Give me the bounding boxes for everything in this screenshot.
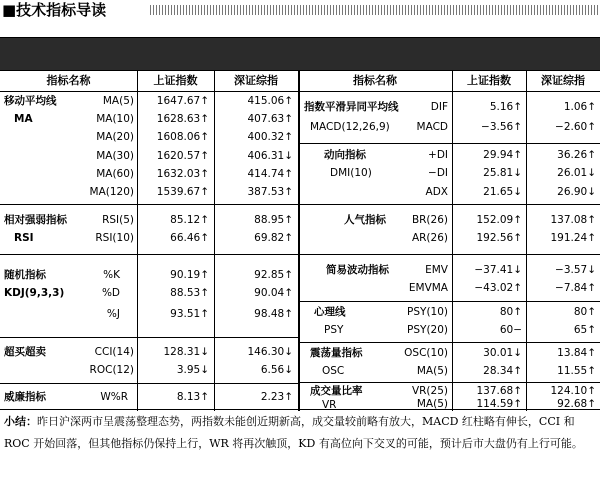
header-right-sh: 上证指数 — [467, 74, 511, 87]
osc-param: OSC(10) — [404, 347, 448, 359]
rsi-param: RSI(10) — [95, 232, 134, 244]
kdj-param: %J — [106, 308, 120, 320]
br-sh-value: 152.09↑ — [476, 214, 522, 226]
rsi-sz-value: 69.82↑ — [254, 232, 293, 244]
ma-sz-value: 406.31↓ — [247, 150, 293, 162]
dmi-param: +DI — [428, 149, 448, 161]
emv-param: EMVMA — [408, 282, 448, 294]
ma-sh-value: 1628.63↑ — [156, 113, 209, 125]
osc-sz-value: 11.55↑ — [557, 365, 596, 377]
macd-param: DIF — [430, 101, 448, 113]
psy-param: PSY(10) — [407, 306, 448, 318]
title-bar — [0, 0, 600, 20]
header-right-sz: 深证综指 — [541, 74, 585, 87]
col-divider-center — [298, 71, 300, 411]
psy-sz-value: 80↑ — [573, 306, 596, 318]
row-divider — [298, 254, 600, 255]
roc-param: CCI(14) — [94, 346, 134, 358]
ma-sh-value: 1647.67↑ — [156, 95, 209, 107]
header-left-sz: 深证综指 — [234, 74, 278, 87]
ma-param: MA(20) — [96, 131, 134, 143]
osc-abbr: OSC — [322, 365, 345, 377]
emv-param: EMV — [425, 264, 448, 276]
ma-sz-value: 415.06↑ — [247, 95, 293, 107]
kdj-sz-value: 92.85↑ — [254, 269, 293, 281]
ma-sh-value: 1539.67↑ — [156, 186, 209, 198]
roc-sz-value: 6.56↓ — [260, 364, 293, 376]
macd-sz-value: −2.60↑ — [555, 121, 596, 133]
dmi-abbr: DMI(10) — [330, 167, 372, 179]
dmi-sh-value: 25.81↓ — [483, 167, 522, 179]
wr-param: W%R — [100, 391, 128, 403]
vr-sz-value: 124.10↑ — [550, 385, 596, 397]
row-divider — [0, 254, 298, 255]
emv-sh-value: −37.41↓ — [474, 264, 522, 276]
psy-group-label: 心理线 — [314, 306, 346, 318]
br-param: AR(26) — [411, 232, 448, 244]
emv-sh-value: −43.02↑ — [474, 282, 522, 294]
kdj-param: %D — [101, 287, 120, 299]
kdj-sz-value: 90.04↑ — [254, 287, 293, 299]
vr-param: VR(25) — [411, 385, 448, 397]
rsi-sh-value: 85.12↑ — [170, 214, 209, 226]
ma-param: MA(5) — [102, 95, 134, 107]
row-divider — [0, 383, 298, 384]
osc-sh-value: 28.34↑ — [483, 365, 522, 377]
kdj-sh-value: 88.53↑ — [170, 287, 209, 299]
osc-param: MA(5) — [416, 365, 448, 377]
ma-sh-value: 1632.03↑ — [156, 168, 209, 180]
summary-paragraph — [4, 411, 596, 455]
psy-sh-value: 80↑ — [499, 306, 522, 318]
ma-sz-value: 414.74↑ — [247, 168, 293, 180]
roc-sz-value: 146.30↓ — [247, 346, 293, 358]
br-sz-value: 191.24↑ — [550, 232, 596, 244]
row-divider — [298, 342, 600, 343]
kdj-group-label: 随机指标 — [4, 269, 46, 281]
ma-sh-value: 1620.57↑ — [156, 150, 209, 162]
kdj-sh-value: 93.51↑ — [170, 308, 209, 320]
dmi-sh-value: 21.65↓ — [483, 186, 522, 198]
macd-sh-value: 5.16↑ — [489, 101, 522, 113]
vr-sz-value: 92.68↑ — [557, 398, 596, 410]
ma-group-label: 移动平均线 — [4, 95, 57, 107]
ma-abbr: MA — [14, 113, 33, 125]
roc-group-label: 超买超卖 — [4, 346, 46, 358]
wr-group-label: 威廉指标 — [4, 391, 46, 403]
dmi-group-label: 动向指标 — [324, 149, 366, 161]
kdj-sh-value: 90.19↑ — [170, 269, 209, 281]
macd-sz-value: 1.06↑ — [563, 101, 596, 113]
vr-param: MA(5) — [416, 398, 448, 410]
roc-sh-value: 3.95↓ — [176, 364, 209, 376]
summary-text: 昨日沪深两市呈震荡整理态势，两指数未能创近期新高，成交量较前略有放大，MACD 红柱略有伸长，CCI 和 ROC 开始回落，但其他指标仍保持上行，WR 将再次触顶，KD 有高位向下交叉的可能，预计后市大盘仍有上行可能。 — [4, 415, 583, 450]
dmi-param: −DI — [428, 167, 448, 179]
rsi-sz-value: 88.95↑ — [254, 214, 293, 226]
wr-sh-value: 8.13↑ — [176, 391, 209, 403]
osc-group-label: 震荡量指标 — [310, 347, 363, 359]
psy-abbr: PSY — [324, 324, 344, 336]
vr-group-label: 成交量比率 — [310, 385, 363, 397]
rsi-param: RSI(5) — [102, 214, 134, 226]
header-divider — [0, 91, 600, 92]
vr-abbr: VR — [322, 399, 337, 411]
ma-param: MA(10) — [96, 113, 134, 125]
row-divider — [0, 337, 298, 338]
dmi-sz-value: 26.01↓ — [557, 167, 596, 179]
emv-sz-value: −3.57↓ — [555, 264, 596, 276]
osc-sh-value: 30.01↓ — [483, 347, 522, 359]
indicator-table — [0, 70, 600, 410]
emv-sz-value: −7.84↑ — [555, 282, 596, 294]
br-group-label: 人气指标 — [344, 214, 386, 226]
kdj-param: %K — [103, 269, 120, 281]
title-stripes — [150, 5, 600, 15]
rsi-abbr: RSI — [14, 232, 34, 244]
br-sz-value: 137.08↑ — [550, 214, 596, 226]
emv-group-label: 简易波动指标 — [326, 264, 389, 276]
summary-lead: 小结： — [4, 415, 37, 428]
rsi-sh-value: 66.46↑ — [170, 232, 209, 244]
osc-sz-value: 13.84↑ — [557, 347, 596, 359]
dmi-param: ADX — [425, 186, 448, 198]
ma-sh-value: 1608.06↑ — [156, 131, 209, 143]
psy-sh-value: 60− — [499, 324, 522, 336]
row-divider — [0, 204, 298, 205]
roc-sh-value: 128.31↓ — [163, 346, 209, 358]
dmi-sz-value: 36.26↑ — [557, 149, 596, 161]
br-sh-value: 192.56↑ — [476, 232, 522, 244]
ma-param: MA(120) — [89, 186, 134, 198]
row-divider — [298, 204, 600, 205]
kdj-abbr: KDJ(9,3,3) — [4, 287, 65, 299]
ma-sz-value: 387.53↑ — [247, 186, 293, 198]
ma-param: MA(60) — [96, 168, 134, 180]
ma-sz-value: 400.32↑ — [247, 131, 293, 143]
vr-sh-value: 114.59↑ — [476, 398, 522, 410]
macd-param: MACD — [416, 121, 448, 133]
ma-sz-value: 407.63↑ — [247, 113, 293, 125]
page-title: ■技术指标导读 — [2, 1, 107, 19]
vr-sh-value: 137.68↑ — [476, 385, 522, 397]
macd-abbr: MACD(12,26,9) — [310, 121, 390, 133]
header-band — [0, 37, 600, 71]
dmi-sz-value: 26.90↓ — [557, 186, 596, 198]
psy-param: PSY(20) — [407, 324, 448, 336]
dmi-sh-value: 29.94↑ — [483, 149, 522, 161]
psy-sz-value: 65↑ — [573, 324, 596, 336]
wr-sz-value: 2.23↑ — [260, 391, 293, 403]
header-left-sh: 上证指数 — [153, 74, 198, 87]
rsi-group-label: 相对强弱指标 — [4, 214, 67, 226]
roc-param: ROC(12) — [89, 364, 134, 376]
kdj-sz-value: 98.48↑ — [254, 308, 293, 320]
br-param: BR(26) — [411, 214, 448, 226]
row-divider — [298, 301, 600, 302]
macd-sh-value: −3.56↑ — [481, 121, 522, 133]
header-left-name: 指标名称 — [46, 74, 91, 87]
header-right-name: 指标名称 — [353, 74, 397, 87]
macd-group-label: 指数平滑异同平均线 — [304, 101, 399, 113]
ma-param: MA(30) — [96, 150, 134, 162]
row-divider — [298, 143, 600, 144]
